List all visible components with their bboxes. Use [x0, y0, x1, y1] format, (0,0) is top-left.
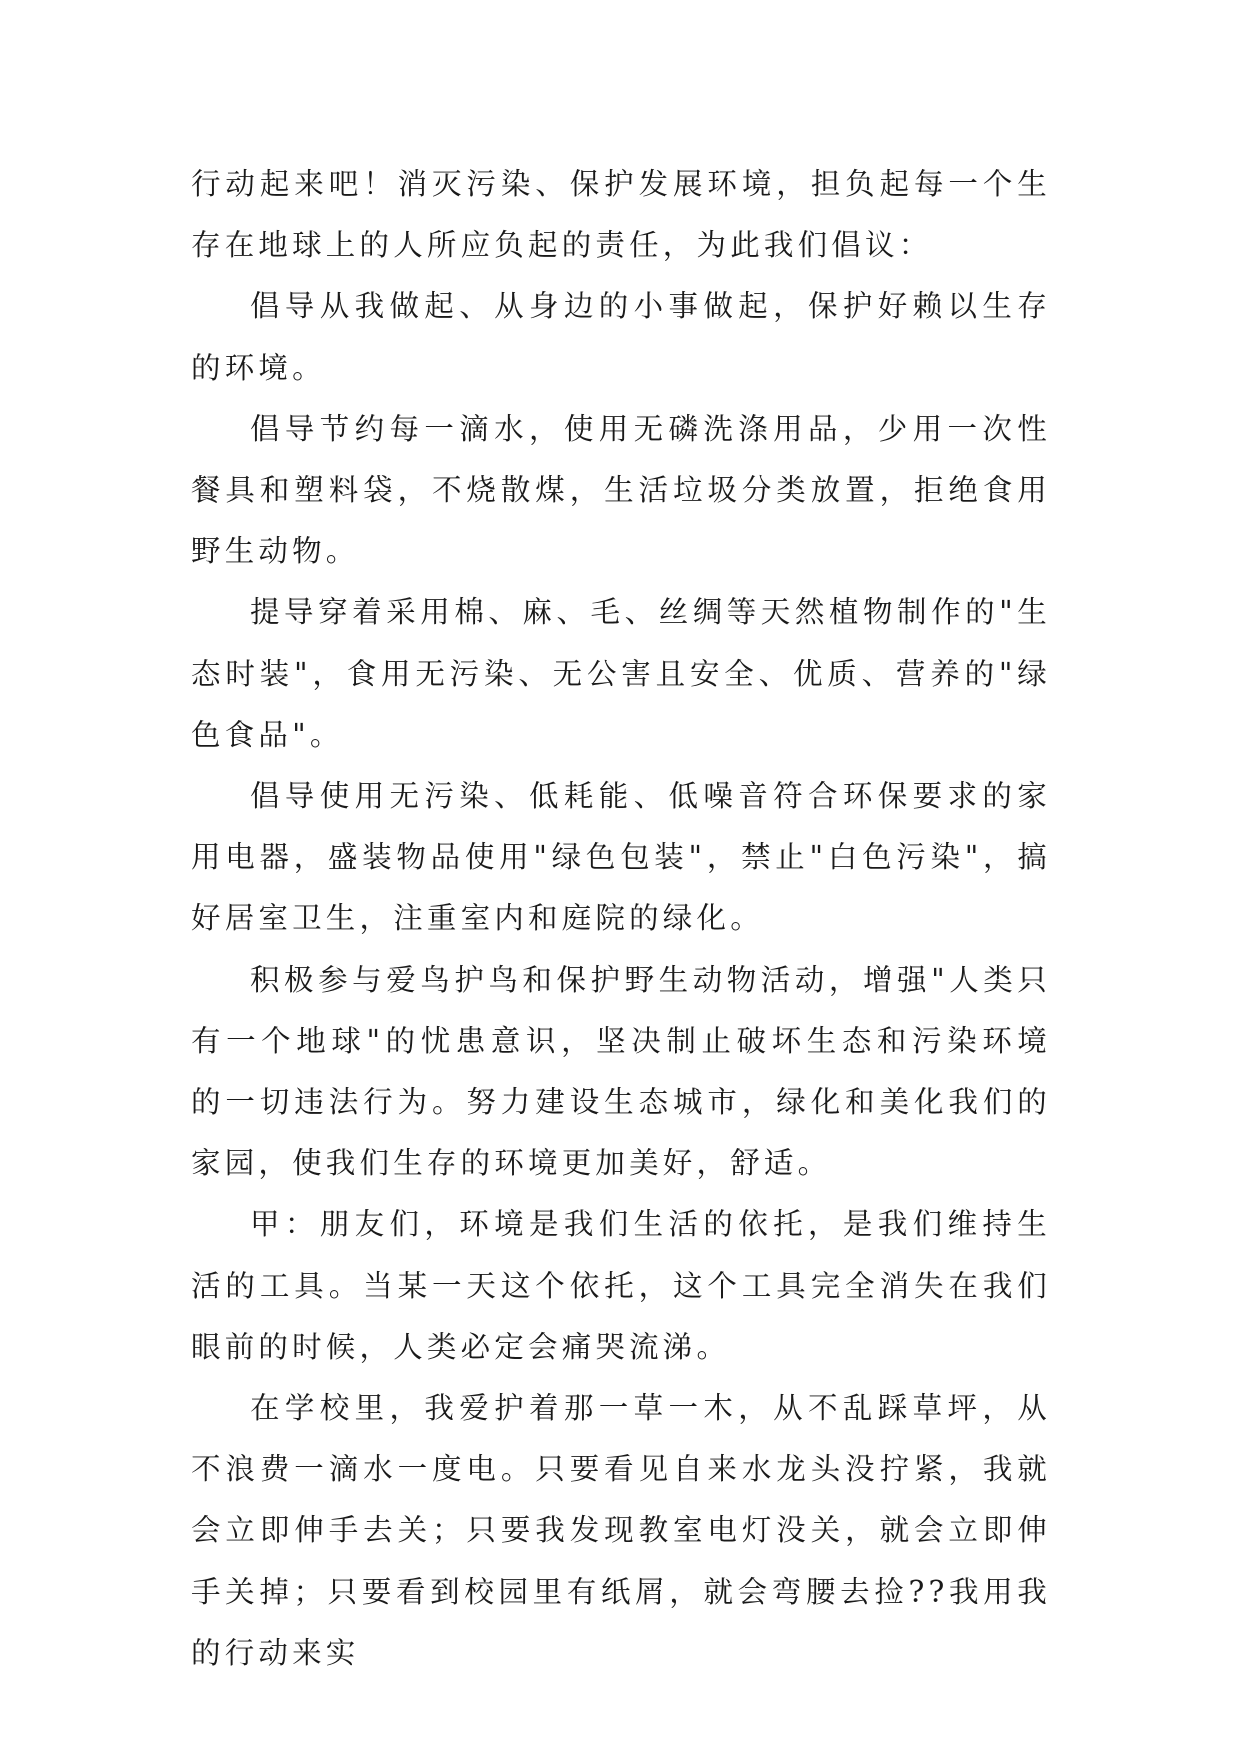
- paragraph: 在学校里，我爱护着那一草一木，从不乱踩草坪，从不浪费一滴水一度电。只要看见自来水龙头没拧紧，我就会立即伸手去关；只要我发现教室电灯没关，就会立即伸手关掉；只要看到校园里有纸屑，就会弯腰去捡??我用我的行动来实: [191, 1391, 1051, 1670]
- paragraph: 倡导使用无污染、低耗能、低噪音符合环保要求的家用电器，盛装物品使用"绿色包装"，禁止"白色污染"，搞好居室卫生，注重室内和庭院的绿化。: [191, 779, 1051, 936]
- document-body: [191, 154, 1051, 1684]
- paragraph: 甲：朋友们，环境是我们生活的依托，是我们维持生活的工具。当某一天这个依托，这个工具完全消失在我们眼前的时候，人类必定会痛哭流涕。: [191, 1207, 1051, 1364]
- paragraph: 倡导节约每一滴水，使用无磷洗涤用品，少用一次性餐具和塑料袋，不烧散煤，生活垃圾分类放置，拒绝食用野生动物。: [191, 411, 1051, 569]
- paragraph-continuation: 行动起来吧！消灭污染、保护发展环境，担负起每一个生存在地球上的人所应负起的责任，为此我们倡议：: [191, 167, 1051, 263]
- paragraph: 积极参与爱鸟护鸟和保护野生动物活动，增强"人类只有一个地球"的忧患意识，坚决制止破坏生态和污染环境的一切违法行为。努力建设生态城市，绿化和美化我们的家园，使我们生存的环境更加美好，舒适。: [191, 962, 1051, 1181]
- paragraph: 倡导从我做起、从身边的小事做起，保护好赖以生存的环境。: [191, 289, 1051, 385]
- paragraph: 提导穿着采用棉、麻、毛、丝绸等天然植物制作的"生态时装"，食用无污染、无公害且安全、优质、营养的"绿色食品"。: [191, 595, 1051, 752]
